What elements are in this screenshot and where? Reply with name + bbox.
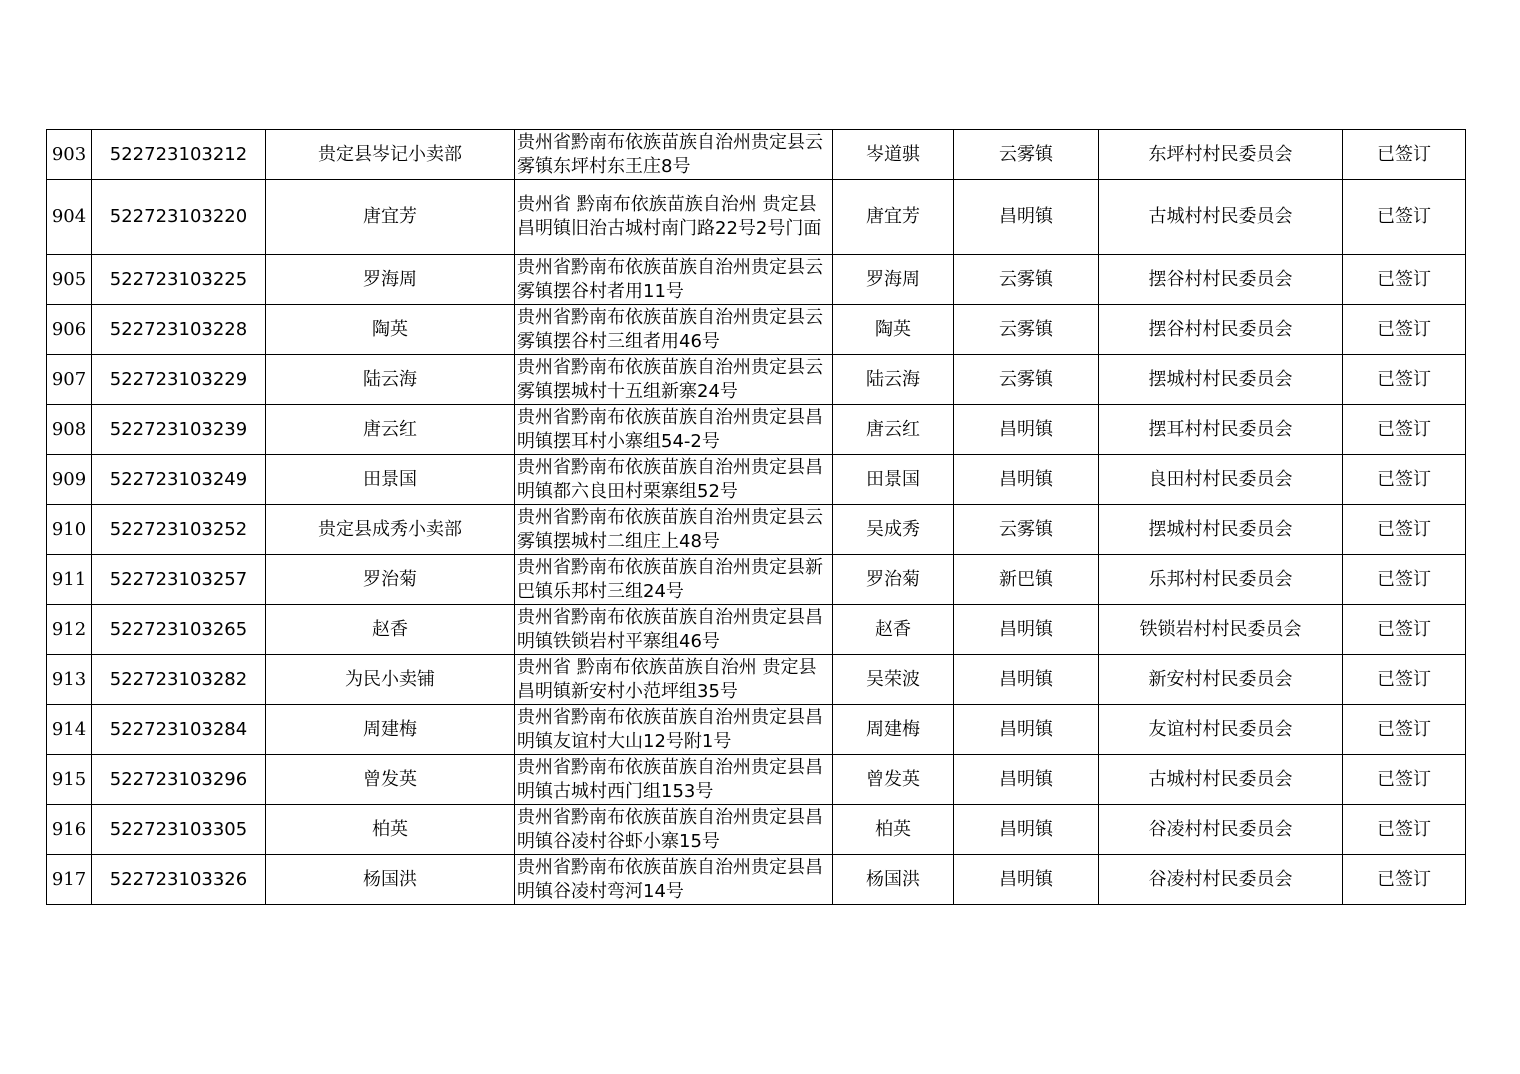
sign-status-cell: 已签订 <box>1343 755 1466 805</box>
shop-address-cell: 贵州省黔南布依族苗族自治州贵定县昌明镇谷凌村弯河14号 <box>515 855 833 905</box>
village-committee-cell: 摆城村村民委员会 <box>1099 355 1343 405</box>
shop-name-cell: 柏英 <box>266 805 515 855</box>
shop-address-cell: 贵州省 黔南布依族苗族自治州 贵定县昌明镇旧治古城村南门路22号2号门面 <box>515 180 833 255</box>
shop-address-cell: 贵州省黔南布依族苗族自治州贵定县云雾镇东坪村东王庄8号 <box>515 130 833 180</box>
town-name-cell: 新巴镇 <box>954 555 1099 605</box>
license-code-cell: 522723103249 <box>92 455 266 505</box>
town-name-cell: 昌明镇 <box>954 805 1099 855</box>
license-code-cell: 522723103284 <box>92 705 266 755</box>
village-committee-cell: 谷凌村村民委员会 <box>1099 805 1343 855</box>
shop-name-cell: 周建梅 <box>266 705 515 755</box>
village-committee-cell: 良田村村民委员会 <box>1099 455 1343 505</box>
village-committee-cell: 新安村村民委员会 <box>1099 655 1343 705</box>
responsible-person-cell: 岑道骐 <box>833 130 954 180</box>
shop-name-cell: 为民小卖铺 <box>266 655 515 705</box>
row-number-cell: 917 <box>47 855 92 905</box>
row-number-cell: 913 <box>47 655 92 705</box>
village-committee-cell: 摆耳村村民委员会 <box>1099 405 1343 455</box>
responsible-person-cell: 唐宜芳 <box>833 180 954 255</box>
sign-status-cell: 已签订 <box>1343 605 1466 655</box>
responsible-person-cell: 曾发英 <box>833 755 954 805</box>
shop-address-cell: 贵州省黔南布依族苗族自治州贵定县昌明镇谷凌村谷虾小寨15号 <box>515 805 833 855</box>
sign-status-cell: 已签订 <box>1343 355 1466 405</box>
table-row <box>47 655 1466 705</box>
table-row <box>47 755 1466 805</box>
shop-address-cell: 贵州省黔南布依族苗族自治州贵定县昌明镇铁锁岩村平寨组46号 <box>515 605 833 655</box>
table-row <box>47 555 1466 605</box>
row-number-cell: 905 <box>47 255 92 305</box>
license-code-cell: 522723103229 <box>92 355 266 405</box>
town-name-cell: 云雾镇 <box>954 355 1099 405</box>
responsible-person-cell: 罗海周 <box>833 255 954 305</box>
shop-name-cell: 唐宜芳 <box>266 180 515 255</box>
town-name-cell: 昌明镇 <box>954 855 1099 905</box>
shop-name-cell: 陶英 <box>266 305 515 355</box>
town-name-cell: 云雾镇 <box>954 305 1099 355</box>
license-code-cell: 522723103326 <box>92 855 266 905</box>
responsible-person-cell: 吴成秀 <box>833 505 954 555</box>
village-committee-cell: 古城村村民委员会 <box>1099 755 1343 805</box>
row-number-cell: 907 <box>47 355 92 405</box>
table-row <box>47 305 1466 355</box>
shop-name-cell: 贵定县成秀小卖部 <box>266 505 515 555</box>
row-number-cell: 910 <box>47 505 92 555</box>
shop-address-cell: 贵州省黔南布依族苗族自治州贵定县云雾镇摆城村十五组新寨24号 <box>515 355 833 405</box>
town-name-cell: 云雾镇 <box>954 255 1099 305</box>
sign-status-cell: 已签订 <box>1343 130 1466 180</box>
license-code-cell: 522723103212 <box>92 130 266 180</box>
license-code-cell: 522723103239 <box>92 405 266 455</box>
village-committee-cell: 古城村村民委员会 <box>1099 180 1343 255</box>
shop-address-cell: 贵州省黔南布依族苗族自治州贵定县昌明镇古城村西门组153号 <box>515 755 833 805</box>
village-committee-cell: 铁锁岩村村民委员会 <box>1099 605 1343 655</box>
shop-address-cell: 贵州省黔南布依族苗族自治州贵定县云雾镇摆谷村者用11号 <box>515 255 833 305</box>
shop-name-cell: 唐云红 <box>266 405 515 455</box>
responsible-person-cell: 柏英 <box>833 805 954 855</box>
row-number-cell: 904 <box>47 180 92 255</box>
town-name-cell: 昌明镇 <box>954 180 1099 255</box>
responsible-person-cell: 田景国 <box>833 455 954 505</box>
sign-status-cell: 已签订 <box>1343 855 1466 905</box>
sign-status-cell: 已签订 <box>1343 555 1466 605</box>
table-row <box>47 605 1466 655</box>
sign-status-cell: 已签订 <box>1343 505 1466 555</box>
shop-name-cell: 赵香 <box>266 605 515 655</box>
sign-status-cell: 已签订 <box>1343 180 1466 255</box>
license-code-cell: 522723103282 <box>92 655 266 705</box>
shop-name-cell: 贵定县岑记小卖部 <box>266 130 515 180</box>
shop-address-cell: 贵州省黔南布依族苗族自治州贵定县云雾镇摆谷村三组者用46号 <box>515 305 833 355</box>
license-code-cell: 522723103265 <box>92 605 266 655</box>
responsible-person-cell: 赵香 <box>833 605 954 655</box>
town-name-cell: 昌明镇 <box>954 755 1099 805</box>
shop-address-cell: 贵州省黔南布依族苗族自治州贵定县新巴镇乐邦村三组24号 <box>515 555 833 605</box>
shop-address-cell: 贵州省黔南布依族苗族自治州贵定县昌明镇友谊村大山12号附1号 <box>515 705 833 755</box>
village-committee-cell: 乐邦村村民委员会 <box>1099 555 1343 605</box>
town-name-cell: 昌明镇 <box>954 405 1099 455</box>
row-number-cell: 911 <box>47 555 92 605</box>
table-row <box>47 705 1466 755</box>
sign-status-cell: 已签订 <box>1343 705 1466 755</box>
town-name-cell: 云雾镇 <box>954 130 1099 180</box>
shop-address-cell: 贵州省 黔南布依族苗族自治州 贵定县昌明镇新安村小范坪组35号 <box>515 655 833 705</box>
registry-table <box>46 129 1466 905</box>
license-code-cell: 522723103305 <box>92 805 266 855</box>
row-number-cell: 916 <box>47 805 92 855</box>
town-name-cell: 昌明镇 <box>954 705 1099 755</box>
row-number-cell: 906 <box>47 305 92 355</box>
row-number-cell: 915 <box>47 755 92 805</box>
shop-name-cell: 杨国洪 <box>266 855 515 905</box>
sign-status-cell: 已签订 <box>1343 805 1466 855</box>
responsible-person-cell: 杨国洪 <box>833 855 954 905</box>
table-row <box>47 180 1466 255</box>
table-row <box>47 855 1466 905</box>
license-code-cell: 522723103252 <box>92 505 266 555</box>
village-committee-cell: 东坪村村民委员会 <box>1099 130 1343 180</box>
sign-status-cell: 已签订 <box>1343 655 1466 705</box>
responsible-person-cell: 陆云海 <box>833 355 954 405</box>
village-committee-cell: 谷凌村村民委员会 <box>1099 855 1343 905</box>
table-row <box>47 505 1466 555</box>
table-row <box>47 805 1466 855</box>
sign-status-cell: 已签订 <box>1343 455 1466 505</box>
table-row <box>47 455 1466 505</box>
shop-address-cell: 贵州省黔南布依族苗族自治州贵定县昌明镇摆耳村小寨组54-2号 <box>515 405 833 455</box>
shop-name-cell: 罗海周 <box>266 255 515 305</box>
table-row <box>47 130 1466 180</box>
shop-name-cell: 罗治菊 <box>266 555 515 605</box>
village-committee-cell: 摆城村村民委员会 <box>1099 505 1343 555</box>
shop-name-cell: 曾发英 <box>266 755 515 805</box>
license-code-cell: 522723103228 <box>92 305 266 355</box>
row-number-cell: 909 <box>47 455 92 505</box>
responsible-person-cell: 陶英 <box>833 305 954 355</box>
table-row <box>47 405 1466 455</box>
row-number-cell: 903 <box>47 130 92 180</box>
row-number-cell: 912 <box>47 605 92 655</box>
row-number-cell: 914 <box>47 705 92 755</box>
license-code-cell: 522723103296 <box>92 755 266 805</box>
sign-status-cell: 已签订 <box>1343 255 1466 305</box>
village-committee-cell: 摆谷村村民委员会 <box>1099 255 1343 305</box>
row-number-cell: 908 <box>47 405 92 455</box>
sign-status-cell: 已签订 <box>1343 305 1466 355</box>
town-name-cell: 昌明镇 <box>954 655 1099 705</box>
license-code-cell: 522723103257 <box>92 555 266 605</box>
shop-name-cell: 陆云海 <box>266 355 515 405</box>
responsible-person-cell: 吴荣波 <box>833 655 954 705</box>
town-name-cell: 云雾镇 <box>954 505 1099 555</box>
responsible-person-cell: 唐云红 <box>833 405 954 455</box>
sign-status-cell: 已签订 <box>1343 405 1466 455</box>
license-code-cell: 522723103220 <box>92 180 266 255</box>
responsible-person-cell: 罗治菊 <box>833 555 954 605</box>
shop-address-cell: 贵州省黔南布依族苗族自治州贵定县昌明镇都六良田村栗寨组52号 <box>515 455 833 505</box>
responsible-person-cell: 周建梅 <box>833 705 954 755</box>
town-name-cell: 昌明镇 <box>954 455 1099 505</box>
license-code-cell: 522723103225 <box>92 255 266 305</box>
town-name-cell: 昌明镇 <box>954 605 1099 655</box>
table-row <box>47 355 1466 405</box>
shop-name-cell: 田景国 <box>266 455 515 505</box>
registry-table-body <box>47 130 1466 905</box>
shop-address-cell: 贵州省黔南布依族苗族自治州贵定县云雾镇摆城村二组庄上48号 <box>515 505 833 555</box>
village-committee-cell: 友谊村村民委员会 <box>1099 705 1343 755</box>
village-committee-cell: 摆谷村村民委员会 <box>1099 305 1343 355</box>
table-row <box>47 255 1466 305</box>
